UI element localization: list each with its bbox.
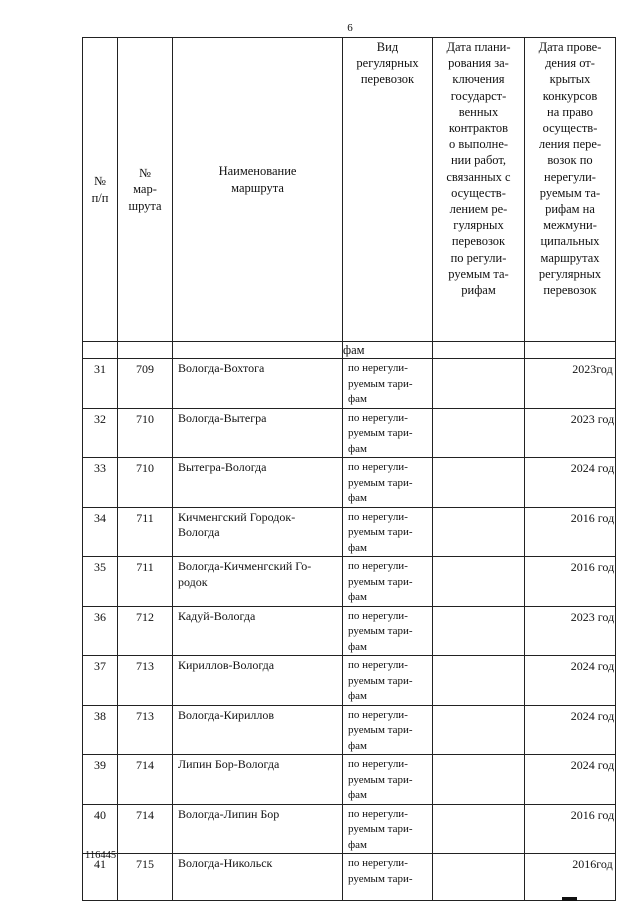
route-name [173,854,343,901]
header-kind [343,38,433,342]
transport-kind-line: по нерегули- [348,659,408,672]
route-name-line: Кириллов-Вологда [178,658,275,673]
transport-kind-line: по нерегули- [348,708,408,721]
transport-kind-line: руемым тари- [348,526,413,539]
competition-date: 2024 год [525,755,616,805]
header-contracts-line: руемым та- [448,266,509,281]
header-competitions-line: маршрутах [540,250,600,265]
transport-kind [343,359,433,409]
transport-kind-line: фам [348,690,367,703]
route-name-line: Вологда [178,525,220,540]
row-number: 41 [83,854,118,901]
corner-mark [562,897,577,901]
header-competitions-line: осуществ- [542,121,598,136]
transport-kind-line: фам [348,591,367,604]
header-contracts-line: осуществ- [451,185,506,200]
transport-kind [343,408,433,458]
transport-kind-line: руемым тари- [348,427,413,440]
header-kind-line: Вид [376,40,399,54]
transport-kind-line: по нерегули- [348,609,408,622]
transport-kind-line: по нерегули- [348,411,408,424]
header-route-name-line: Наименование [218,164,297,179]
transport-kind-line: по нерегули- [348,461,408,474]
route-number: 712 [118,606,173,656]
transport-kind-line: фам [348,492,367,505]
header-contracts-line: рифам [461,283,496,298]
continuation-cell [83,342,118,359]
route-name-line: Вологда-Никольск [178,856,273,871]
transport-kind-line: руемым тари- [348,476,413,489]
transport-kind-line: руемым тари- [348,674,413,687]
header-contracts [433,38,525,342]
transport-kind-line: руемым тари- [348,872,413,885]
contract-date [433,557,525,607]
transport-kind-line: фам [348,640,367,653]
row-number: 38 [83,705,118,755]
header-no-line: № [94,174,106,189]
document-code: 116445 [85,850,117,861]
route-name-line: Кичменгский Городок- [178,509,296,524]
transport-kind [343,507,433,557]
table-row [83,656,616,706]
transport-kind-line: фам [348,393,367,406]
route-name-line: Вологда-Вытегра [178,410,267,425]
header-contracts-line: ключения [452,72,505,87]
route-name [173,755,343,805]
table-row [83,606,616,656]
header-route-no-line: шрута [128,198,162,213]
continuation-kind-cell: фам [343,342,433,359]
transport-kind [343,705,433,755]
transport-kind [343,458,433,508]
page-number: 6 [347,22,353,34]
row-number: 36 [83,606,118,656]
header-contracts-line: венных [458,104,499,119]
continuation-row [83,342,616,359]
header-contracts-line: о выполне- [448,137,509,152]
competition-date: 2023 год [525,408,616,458]
route-name [173,656,343,706]
transport-kind-line: по нерегули- [348,362,408,375]
route-number: 714 [118,804,173,854]
header-contracts-line: нии работ, [450,153,507,168]
row-number: 39 [83,755,118,805]
route-number: 715 [118,854,173,901]
header-competitions-line: ления пере- [538,137,602,152]
route-name [173,507,343,557]
table-row [83,854,616,901]
transport-kind-line: по нерегули- [348,560,408,573]
route-name-line: Вытегра-Вологда [178,460,267,475]
transport-kind [343,557,433,607]
contract-date [433,458,525,508]
contract-date [433,359,525,409]
header-contracts-line: связанных с [446,169,511,184]
route-name-line: Вологда-Липин Бор [178,806,280,821]
header-competitions-line: Дата прове- [538,40,602,54]
table-row [83,359,616,409]
header-route-no [118,38,173,342]
route-number: 710 [118,458,173,508]
header-contracts-line: по регули- [450,250,507,265]
table-row [83,804,616,854]
route-name-line: Вологда-Кичменгский Го- [178,559,312,574]
competition-date: 2023год [525,359,616,409]
row-number: 33 [83,458,118,508]
header-competitions-line: руемым та- [539,185,601,200]
competition-date: 2016 год [525,507,616,557]
table-row [83,458,616,508]
competition-date: 2024 год [525,656,616,706]
header-competitions-line: дения от- [545,56,595,71]
row-number: 31 [83,359,118,409]
transport-kind-line: по нерегули- [348,807,408,820]
header-contracts-line: гулярных [453,218,504,233]
transport-kind-line: фам [348,789,367,802]
transport-kind [343,854,433,901]
header-competitions-line: перевозок [543,283,597,298]
header-competitions-line: межмуни- [543,218,597,233]
route-number: 713 [118,656,173,706]
header-no [83,38,118,342]
header-contracts-line: контрактов [448,121,509,136]
row-number: 40 [83,804,118,854]
header-contracts-line: перевозок [451,234,506,249]
transport-kind-line: по нерегули- [348,510,408,523]
header-kind-line: регулярных [356,56,419,71]
header-contracts-line: Дата плани- [446,40,511,54]
route-name [173,557,343,607]
competition-date: 2024 год [525,458,616,508]
row-number: 32 [83,408,118,458]
transport-kind-line: руемым тари- [348,773,413,786]
competition-date: 2016 год [525,804,616,854]
header-competitions-line: регулярных [538,266,602,281]
table-row [83,755,616,805]
route-name [173,705,343,755]
header-competitions-line: рифам на [545,202,595,217]
route-name-line: Вологда-Вохтога [178,361,265,376]
contract-date [433,705,525,755]
contract-date [433,606,525,656]
header-route-name-line: маршрута [231,180,284,195]
route-name-line: Липин Бор-Вологда [178,757,280,772]
table-row [83,705,616,755]
header-route-no-line: № [139,166,151,181]
transport-kind [343,606,433,656]
header-competitions-line: на право [547,104,593,119]
contract-date [433,656,525,706]
header-route-name [173,38,343,342]
competition-date: 2023 год [525,606,616,656]
header-competitions-line: возок по [547,153,593,168]
route-name-line: Вологда-Кириллов [178,707,275,722]
table-row [83,507,616,557]
transport-kind-line: руемым тари- [348,724,413,737]
header-competitions-line: ципальных [540,234,600,249]
transport-kind-line: фам [348,838,367,851]
header-no-line: п/п [91,190,109,205]
transport-kind-line: руемым тари- [348,823,413,836]
header-row [83,38,616,342]
continuation-cell [525,342,616,359]
route-name [173,458,343,508]
header-competitions [525,38,616,342]
header-contracts-line: рования за- [448,56,509,71]
transport-kind [343,804,433,854]
row-number: 35 [83,557,118,607]
contract-date [433,507,525,557]
contract-date [433,854,525,901]
route-number: 710 [118,408,173,458]
continuation-cell [173,342,343,359]
continuation-cell [433,342,525,359]
route-name-line: Кадуй-Вологда [178,608,256,623]
header-contracts-line: лением ре- [449,202,508,217]
competition-date: 2016 год [525,557,616,607]
competition-date: 2024 год [525,705,616,755]
header-competitions-line: крытых [549,72,591,87]
header-competitions-line: нерегули- [544,169,596,184]
route-number: 711 [118,557,173,607]
table-row [83,408,616,458]
competition-date: 2016год [525,854,616,901]
routes-table [82,37,616,901]
route-name [173,606,343,656]
header-competitions-line: конкурсов [542,88,598,103]
route-name [173,359,343,409]
header-contracts-line: государст- [450,88,507,103]
continuation-cell [118,342,173,359]
transport-kind-line: руемым тари- [348,377,413,390]
route-number: 714 [118,755,173,805]
transport-kind-line: по нерегули- [348,758,408,771]
route-number: 713 [118,705,173,755]
transport-kind-line: фам [348,541,367,554]
route-name [173,804,343,854]
row-number: 37 [83,656,118,706]
contract-date [433,755,525,805]
route-name-line: родок [178,574,208,589]
row-number: 34 [83,507,118,557]
transport-kind [343,656,433,706]
route-number: 711 [118,507,173,557]
table-row [83,557,616,607]
transport-kind [343,755,433,805]
transport-kind-line: по нерегули- [348,857,408,870]
transport-kind-line: фам [348,739,367,752]
route-number: 709 [118,359,173,409]
transport-kind-line: руемым тари- [348,625,413,638]
header-kind-line: перевозок [360,72,415,87]
transport-kind-line: фам [348,442,367,455]
contract-date [433,804,525,854]
header-route-no-line: мар- [133,182,157,197]
route-name [173,408,343,458]
contract-date [433,408,525,458]
transport-kind-line: руемым тари- [348,575,413,588]
